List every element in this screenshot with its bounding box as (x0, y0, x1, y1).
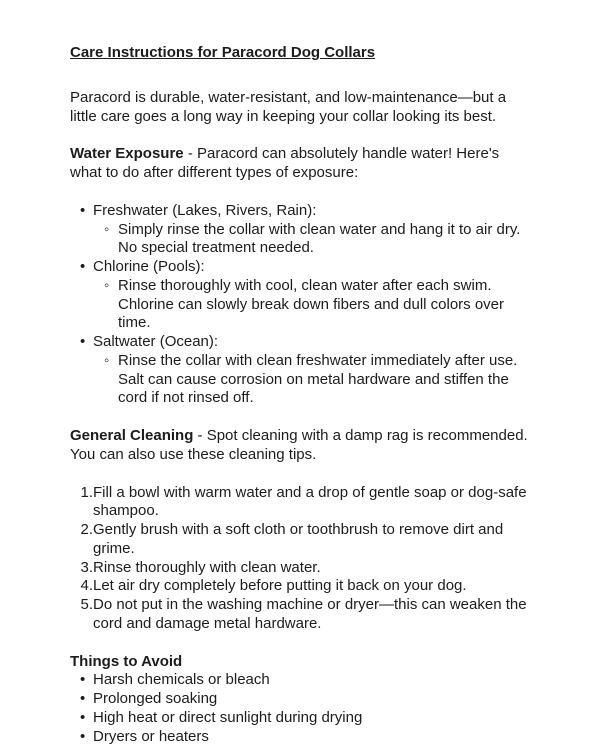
cleaning-steps-list (70, 484, 530, 634)
cleaning-step-1: Fill a bowl with warm water and a drop of gentle soap or dog-safe shampoo. (93, 483, 527, 520)
avoid-item-heat: • High heat or direct sunlight during drying (93, 709, 530, 728)
freshwater-detail: ◦ Simply rinse the collar with clean water and hang it to air dry. No special treatment needed. (118, 221, 530, 259)
cleaning-step-3: Rinse thoroughly with clean water. (93, 558, 321, 576)
freshwater-sublist (93, 221, 530, 259)
general-cleaning-heading: General Cleaning (70, 427, 194, 444)
chlorine-sublist (93, 277, 530, 333)
document-title: Care Instructions for Paracord Dog Collars (70, 44, 376, 61)
things-to-avoid-heading: Things to Avoid (70, 652, 183, 670)
cleaning-step-4: Let air dry completely before putting it back on your dog. (93, 577, 467, 595)
water-exposure-paragraph (70, 145, 530, 183)
avoid-item-soaking: • Prolonged soaking (93, 690, 530, 709)
cleaning-step-5: Do not put in the washing machine or dryer—this can weaken the cord and damage metal hardware. (93, 596, 527, 632)
saltwater-sublist (93, 352, 530, 408)
saltwater-detail: ◦ Rinse the collar with clean freshwater immediately after use. Salt can cause corrosion on metal hardware and stiffen the cord if not rinsed off. (118, 352, 530, 408)
water-exposure-lead: - Paracord can absolutely handle water! Here's what to do after different types of exposure: (70, 145, 500, 181)
water-exposure-list (70, 202, 530, 408)
chlorine-item (93, 258, 530, 333)
chlorine-label: Chlorine (Pools): (93, 258, 205, 275)
general-cleaning-lead: - Spot cleaning with a damp rag is recommended. You can also use these cleaning tips. (70, 427, 528, 463)
water-exposure-heading: Water Exposure (70, 145, 184, 163)
cleaning-step-2: Gently brush with a soft cloth or toothbrush to remove dirt and grime. (93, 521, 504, 557)
avoid-item-dryers: • Dryers or heaters (93, 728, 530, 747)
chlorine-detail: ◦ Rinse thoroughly with cool, clean water after each swim. Chlorine can slowly break down fibers and dull colors over time. (118, 277, 530, 333)
intro-paragraph: Paracord is durable, water-resistant, and low-maintenance—but a little care goes a long way in keeping your collar looking its best. (70, 88, 507, 125)
avoid-item-chemicals: • Harsh chemicals or bleach (93, 671, 530, 690)
things-to-avoid-list (70, 671, 530, 746)
freshwater-label: Freshwater (Lakes, Rivers, Rain): (93, 201, 317, 219)
freshwater-item (93, 202, 530, 258)
general-cleaning-paragraph (70, 427, 530, 465)
saltwater-label: Saltwater (Ocean): (93, 333, 219, 350)
saltwater-item (93, 333, 530, 408)
